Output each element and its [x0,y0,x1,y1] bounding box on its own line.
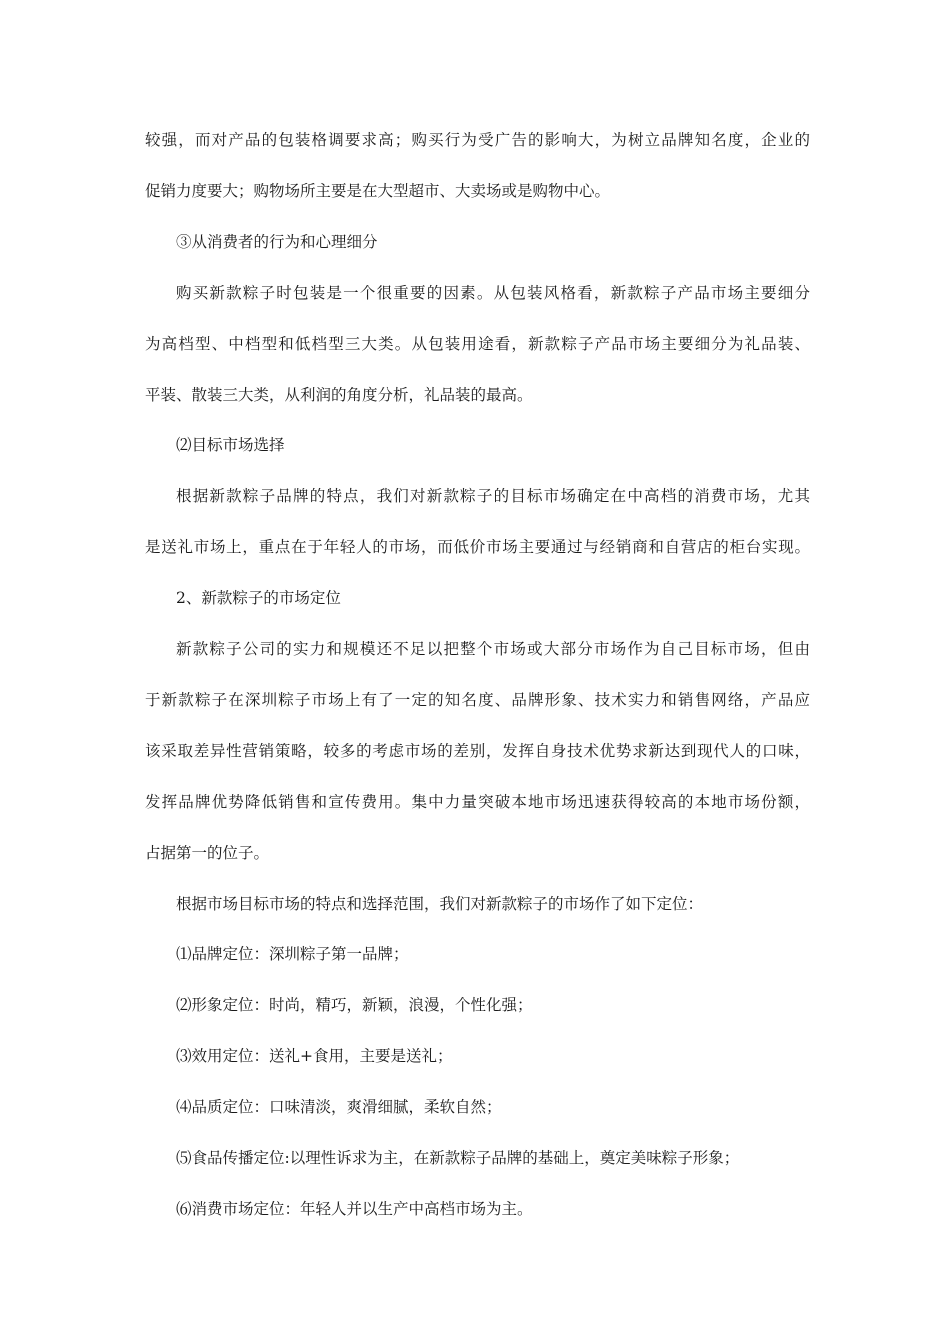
paragraph-line: 发挥品牌优势降低销售和宣传费用。集中力量突破本地市场迅速获得较高的本地市场份额， [145,793,810,811]
paragraph-line: 新款粽子公司的实力和规模还不足以把整个市场或大部分市场作为自己目标市场，但由 [176,640,810,658]
section-heading: 2、新款粽子的市场定位 [176,589,341,607]
list-item: ⑵形象定位：时尚，精巧，新颖，浪漫，个性化强； [176,996,533,1014]
list-item: ⑷品质定位：口味清淡，爽滑细腻，柔软自然； [176,1098,502,1116]
paragraph-line: 购买新款粽子时包装是一个很重要的因素。从包装风格看，新款粽子产品市场主要细分 [176,284,810,302]
paragraph-line: 该采取差异性营销策略，较多的考虑市场的差别，发挥自身技术优势求新达到现代人的口味， [145,742,810,760]
paragraph-line: 平装、散装三大类，从利润的角度分析，礼品装的最高。 [145,386,533,404]
list-item: ⑹消费市场定位：年轻人并以生产中高档市场为主。 [176,1200,533,1218]
list-item: ⑴品牌定位：深圳粽子第一品牌； [176,945,409,963]
paragraph-line: 根据新款粽子品牌的特点，我们对新款粽子的目标市场确定在中高档的消费市场，尤其 [176,487,810,505]
paragraph-line: 于新款粽子在深圳粽子市场上有了一定的知名度、品牌形象、技术实力和销售网络，产品应 [145,691,810,709]
paragraph-line: 较强，而对产品的包装格调要求高；购买行为受广告的影响大，为树立品牌知名度，企业的 [145,131,810,149]
paragraph-line: 根据市场目标市场的特点和选择范围，我们对新款粽子的市场作了如下定位： [176,895,704,913]
list-item: ⑸食品传播定位:以理性诉求为主，在新款粽子品牌的基础上，奠定美味粽子形象； [176,1149,740,1167]
section-heading: ⑵目标市场选择 [176,436,285,454]
paragraph-line: 是送礼市场上，重点在于年轻人的市场，而低价市场主要通过与经销商和自营店的柜台实现。 [145,538,810,556]
paragraph-line: 为高档型、中档型和低档型三大类。从包装用途看，新款粽子产品市场主要细分为礼品装、 [145,335,810,353]
section-heading: ③从消费者的行为和心理细分 [176,233,378,251]
list-item: ⑶效用定位：送礼+食用，主要是送礼； [176,1047,453,1065]
paragraph-line: 促销力度要大；购物场所主要是在大型超市、大卖场或是购物中心。 [145,182,611,200]
paragraph-line: 占据第一的位子。 [145,844,270,862]
